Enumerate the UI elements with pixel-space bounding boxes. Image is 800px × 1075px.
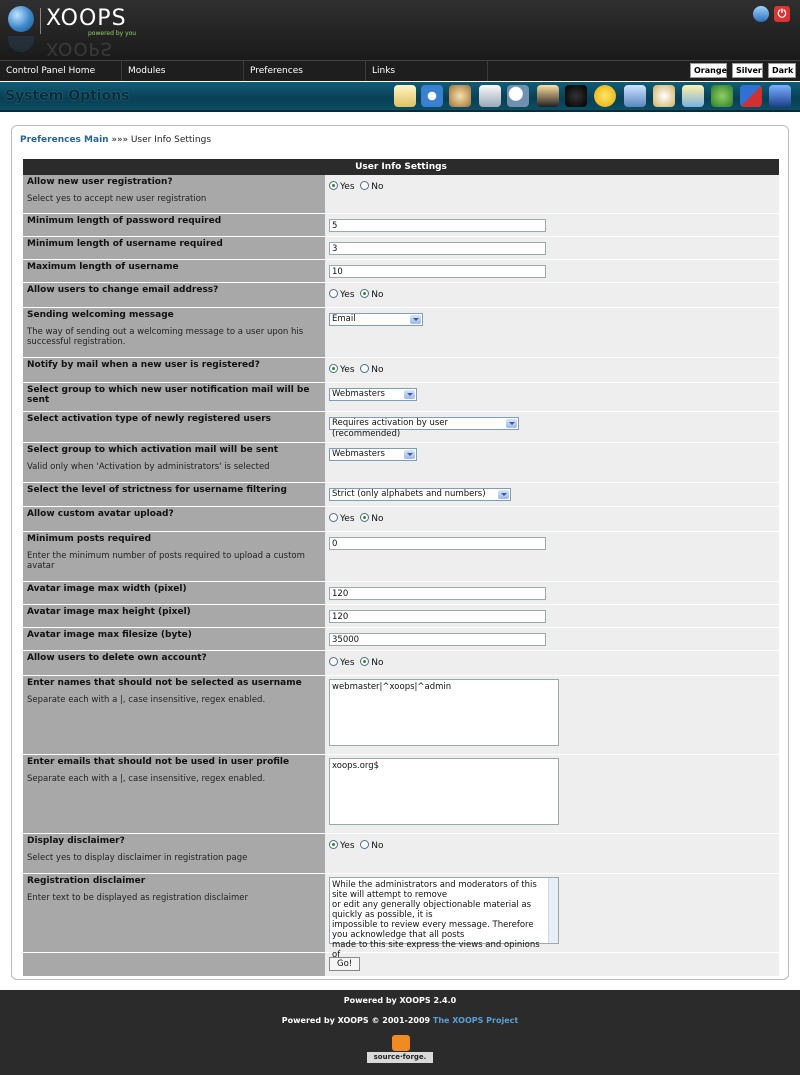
activation-group-select[interactable]: Webmasters xyxy=(329,448,417,461)
allow-registration-yes[interactable]: Yes xyxy=(329,181,355,192)
table-row xyxy=(23,213,779,236)
sourceforge-logo[interactable] xyxy=(367,1035,433,1063)
radio-button[interactable] xyxy=(329,181,338,190)
notify-registration-yes[interactable]: Yes xyxy=(329,364,355,375)
modules-admin-icon[interactable] xyxy=(624,85,646,107)
footer-copyright: Powered by XOOPS © 2001-2009 The XOOPS Project xyxy=(281,1016,519,1025)
table-row xyxy=(23,175,779,213)
textarea-scrollbar[interactable] xyxy=(548,878,558,943)
bad-emails-textarea[interactable]: xoops.org$ xyxy=(329,758,559,825)
chevron-down-icon xyxy=(410,315,421,324)
username-strictness-select[interactable]: Strict (only alphabets and numbers) xyxy=(329,488,511,501)
nav-modules[interactable]: Modules xyxy=(122,61,244,81)
row-title: Select group to which activation mail will be sent xyxy=(27,444,279,455)
allow-registration-no[interactable]: No xyxy=(360,181,383,192)
content-panel xyxy=(11,125,789,980)
table-row xyxy=(23,650,779,675)
images-icon[interactable] xyxy=(479,85,501,107)
page-title: System Options xyxy=(5,88,130,104)
row-title: Avatar image max height (pixel) xyxy=(27,606,191,617)
logo-divider xyxy=(40,8,41,34)
nav-links[interactable]: Links xyxy=(366,61,488,81)
preferences-icon[interactable] xyxy=(653,85,675,107)
avatar-max-height-input[interactable]: 120 xyxy=(329,610,546,623)
row-desc: Enter the minimum number of posts required to upload a custom avatar xyxy=(27,550,305,571)
logo-text-reflection: XOOPS xyxy=(46,38,113,59)
avatars-icon[interactable] xyxy=(711,85,733,107)
logout-icon[interactable]: ⏻ xyxy=(774,6,790,22)
row-title: Notify by mail when a new user is registered? xyxy=(27,359,260,370)
table-row xyxy=(23,307,779,357)
banners-icon[interactable] xyxy=(394,85,416,107)
avatar-upload-yes[interactable]: Yes xyxy=(329,513,355,524)
radio-button[interactable] xyxy=(329,364,338,373)
row-title: Display disclaimer? xyxy=(27,835,125,846)
disclaimer-text: While the administrators and moderators of this site will attempt to remove or edit any generally objectionable material as quickly as possible, it is impossible to review every message. Therefore you acknowledge that all posts made to this site express the views and opinions of xyxy=(332,879,540,960)
table-row xyxy=(23,482,779,506)
radio-button[interactable] xyxy=(360,181,369,190)
nav-preferences[interactable]: Preferences xyxy=(244,61,366,81)
table-row xyxy=(23,754,779,833)
row-title: Avatar image max filesize (byte) xyxy=(27,629,192,640)
blocks-icon[interactable] xyxy=(421,85,443,107)
edit-users-icon[interactable] xyxy=(537,85,559,107)
row-desc: Separate each with a |, case insensitive, regex enabled. xyxy=(27,773,266,784)
avatar-max-width-input[interactable]: 120 xyxy=(329,587,546,600)
footer-powered-by: Powered by XOOPS 2.4.0 xyxy=(343,996,457,1005)
chevron-down-icon xyxy=(404,450,415,459)
min-username-length-input[interactable]: 3 xyxy=(329,242,546,255)
row-title: Sending welcoming message xyxy=(27,309,174,320)
display-disclaimer-yes[interactable]: Yes xyxy=(329,840,355,851)
xoops-project-link[interactable]: The XOOPS Project xyxy=(432,1016,519,1025)
logo-tagline: powered by you xyxy=(88,30,137,37)
welcome-message-select[interactable]: Email xyxy=(329,313,423,326)
table-row xyxy=(23,581,779,604)
theme-orange-button[interactable]: Orange xyxy=(690,63,727,78)
settings-form-table xyxy=(23,159,779,977)
table-row xyxy=(23,833,779,873)
avatar-max-filesize-input[interactable]: 35000 xyxy=(329,633,546,646)
rss-icon xyxy=(392,1035,410,1051)
row-title: Maximum length of username xyxy=(27,261,179,272)
breadcrumb-current: User Info Settings xyxy=(130,135,212,145)
row-title: Allow users to change email address? xyxy=(27,284,219,295)
row-title: Minimum posts required xyxy=(27,533,152,544)
row-desc: The way of sending out a welcoming message to a user upon his successful registration. xyxy=(27,326,304,347)
row-title: Select the level of strictness for username filtering xyxy=(27,484,287,495)
row-desc: Valid only when 'Activation by administrators' is selected xyxy=(27,461,270,472)
table-row xyxy=(23,382,779,411)
disclaimer-textarea[interactable] xyxy=(329,877,559,960)
row-title: Minimum length of username required xyxy=(27,238,223,249)
table-row xyxy=(23,952,779,976)
notify-registration-no[interactable]: No xyxy=(360,364,383,375)
radio-button[interactable] xyxy=(360,289,369,298)
activation-type-select[interactable]: Requires activation by user (recommended) xyxy=(329,417,519,430)
row-title: Allow custom avatar upload? xyxy=(27,508,174,519)
section-title-bar xyxy=(0,82,800,112)
notification-group-select[interactable]: Webmasters xyxy=(329,388,417,401)
radio-button[interactable] xyxy=(360,840,369,849)
row-title: Registration disclaimer xyxy=(27,875,146,886)
row-title: Avatar image max width (pixel) xyxy=(27,583,187,594)
ranks-icon[interactable] xyxy=(565,85,587,107)
comments-icon[interactable] xyxy=(769,85,791,107)
min-posts-input[interactable]: 0 xyxy=(329,537,546,550)
theme-silver-button[interactable]: Silver xyxy=(732,63,763,78)
site-header xyxy=(0,0,800,60)
row-desc: Select yes to display disclaimer in registration page xyxy=(27,852,248,863)
table-row xyxy=(23,627,779,650)
form-heading: User Info Settings xyxy=(23,159,779,175)
table-row xyxy=(23,282,779,307)
row-title: Allow users to delete own account? xyxy=(27,652,207,663)
table-row xyxy=(23,442,779,482)
logo-text[interactable]: XOOPS xyxy=(46,6,127,31)
submit-button[interactable]: Go! xyxy=(329,957,360,971)
table-row xyxy=(23,236,779,259)
display-disclaimer-no[interactable]: No xyxy=(360,840,383,851)
row-title: Enter names that should not be selected as username xyxy=(27,677,302,688)
nav-control-panel-home[interactable]: Control Panel Home xyxy=(0,61,122,81)
chevron-down-icon xyxy=(404,390,415,399)
avatar-upload-no[interactable]: No xyxy=(360,513,383,524)
row-title: Select activation type of newly registered users xyxy=(27,413,271,424)
mail-users-icon[interactable] xyxy=(740,85,762,107)
bad-usernames-textarea[interactable]: webmaster|^xoops|^admin xyxy=(329,679,559,746)
row-title: Minimum length of password required xyxy=(27,215,222,226)
chevron-down-icon xyxy=(498,490,509,499)
min-password-length-input[interactable]: 5 xyxy=(329,219,546,232)
radio-button[interactable] xyxy=(329,840,338,849)
find-users-icon[interactable] xyxy=(507,85,529,107)
chevron-down-icon xyxy=(506,419,517,428)
top-navigation xyxy=(0,60,800,81)
table-row xyxy=(23,506,779,531)
table-row xyxy=(23,411,779,442)
radio-button[interactable] xyxy=(329,513,338,522)
row-title: Enter emails that should not be used in user profile xyxy=(27,756,290,767)
sourceforge-label: source·forge. xyxy=(367,1052,433,1063)
delete-account-no[interactable]: No xyxy=(360,657,383,668)
xoops-globe-logo[interactable] xyxy=(8,6,34,32)
table-row xyxy=(23,675,779,754)
breadcrumb-preferences-link[interactable]: Preferences Main xyxy=(20,135,109,145)
table-row xyxy=(23,259,779,282)
change-email-no[interactable]: No xyxy=(360,289,383,300)
radio-button[interactable] xyxy=(329,657,338,666)
row-desc: Enter text to be displayed as registration disclaimer xyxy=(27,892,248,903)
radio-button[interactable] xyxy=(360,364,369,373)
delete-account-yes[interactable]: Yes xyxy=(329,657,355,668)
theme-dark-button[interactable]: Dark xyxy=(768,63,796,78)
row-title: Allow new user registration? xyxy=(27,177,173,187)
table-row xyxy=(23,531,779,581)
row-desc: Separate each with a |, case insensitive, regex enabled. xyxy=(27,694,266,705)
row-title: Select group to which new user notification mail will be sent xyxy=(27,384,310,405)
table-row xyxy=(23,604,779,627)
radio-button[interactable] xyxy=(360,513,369,522)
table-row xyxy=(23,357,779,382)
home-icon[interactable] xyxy=(753,6,769,22)
breadcrumb-separator: »»» xyxy=(111,135,128,145)
site-footer xyxy=(0,990,800,1075)
radio-button[interactable] xyxy=(360,657,369,666)
radio-button[interactable] xyxy=(329,289,338,298)
max-username-length-input[interactable]: 10 xyxy=(329,265,546,278)
breadcrumb xyxy=(20,135,211,145)
smilies-icon[interactable] xyxy=(594,85,616,107)
groups-icon[interactable] xyxy=(449,85,471,107)
table-row xyxy=(23,873,779,952)
row-desc: Select yes to accept new user registration xyxy=(27,194,207,204)
change-email-yes[interactable]: Yes xyxy=(329,289,355,300)
maintenance-icon[interactable] xyxy=(682,85,704,107)
logo-reflection xyxy=(8,36,34,52)
